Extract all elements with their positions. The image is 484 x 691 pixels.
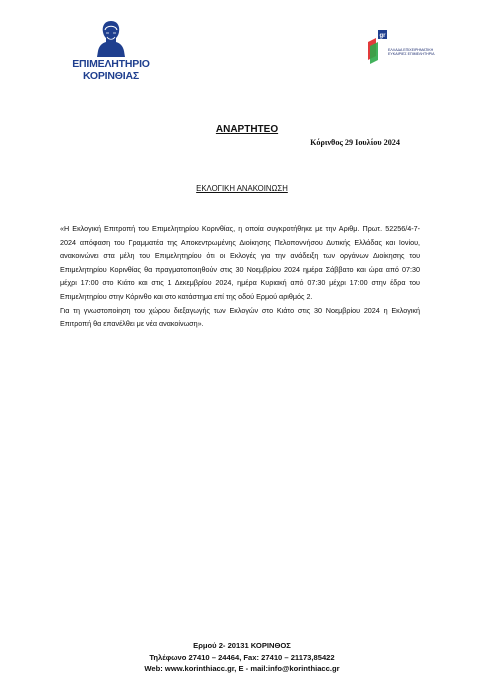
partner-logo	[366, 28, 446, 68]
footer-phones: Τηλέφωνο 27410 – 24464, Fax: 27410 – 21173,85422	[149, 652, 335, 662]
page-title: ΑΝΑΡΤΗΤΕΟ	[215, 124, 279, 135]
logo-line-2: ΚΟΡΙΝΘΙΑΣ	[83, 70, 139, 82]
paragraph-1: «Η Εκλογική Επιτροπή του Επιμελητηρίου Κορινθίας, η οποία συγκροτήθηκε με την Αριθμ. Πρωτ. 52256/4-7-2024 απόφαση του Γραμματέα της Αποκεντρωμένης Διοίκησης Πελοποννήσου Δυτικής Ελλάδας και Ιονίου, ανακοινώνει στα μέλη του Επιμελητηρίου ότι οι Εκλογές για την ανάδειξη των οργάνων Διοίκησης του Επιμελητηρίου Κορινθίας θα πραγματοποιηθούν στις 30 Νοεμβρίου 2024 ημέρα Σάββατο και ώρα από 07:30 μέχρι 17:00 στο Κιάτο και στις 1 Δεκεμβρίου 2024, ημέρα Κυριακή από 07:30 μέχρι 17:00 στην έδρα του Επιμελητηρίου στην Κόρινθο και στο κατάστημα επί της οδού Ερμού αριθμός 2.	[60, 224, 420, 301]
paragraph-2: Για τη γνωστοποίηση του χώρου διεξαγωγής των Εκλογών στο Κιάτο στις 30 Νοεμβρίου 2024 η Εκλογική Επιτροπή θα επανέλθει με νέα ανακοίνωση».	[60, 305, 420, 329]
partner-badge: gr	[379, 33, 386, 39]
logo-line-1: ΕΠΙΜΕΛΗΤΗΡΙΟ	[72, 58, 150, 70]
footer	[0, 640, 484, 675]
partner-mark-icon	[366, 28, 388, 64]
footer-address: Ερμού 2- 20131 ΚΟΡΙΝΘΟΣ	[193, 641, 291, 650]
partner-logo-text: ΕΛΛΑΔΑ ΕΠΙΧΕΙΡΗΜΑΤΙΚΗ ΕΥΚΑΙΡΙΕΣ ΕΠΙΜΕΛΗΤΗΡΙΑ	[388, 48, 435, 57]
footer-web: Web: www.korinthiacc.gr, E - mail:info@korinthiacc.gr	[144, 664, 340, 673]
chamber-logo	[56, 18, 166, 98]
bust-emblem-icon	[94, 18, 128, 58]
announcement-subtitle: ΕΚΛΟΓΙΚΗ ΑΝΑΚΟΙΝΩΣΗ	[196, 184, 288, 193]
document-date: Κόρινθος 29 Ιουλίου 2024	[310, 138, 400, 147]
announcement-body	[60, 222, 420, 331]
